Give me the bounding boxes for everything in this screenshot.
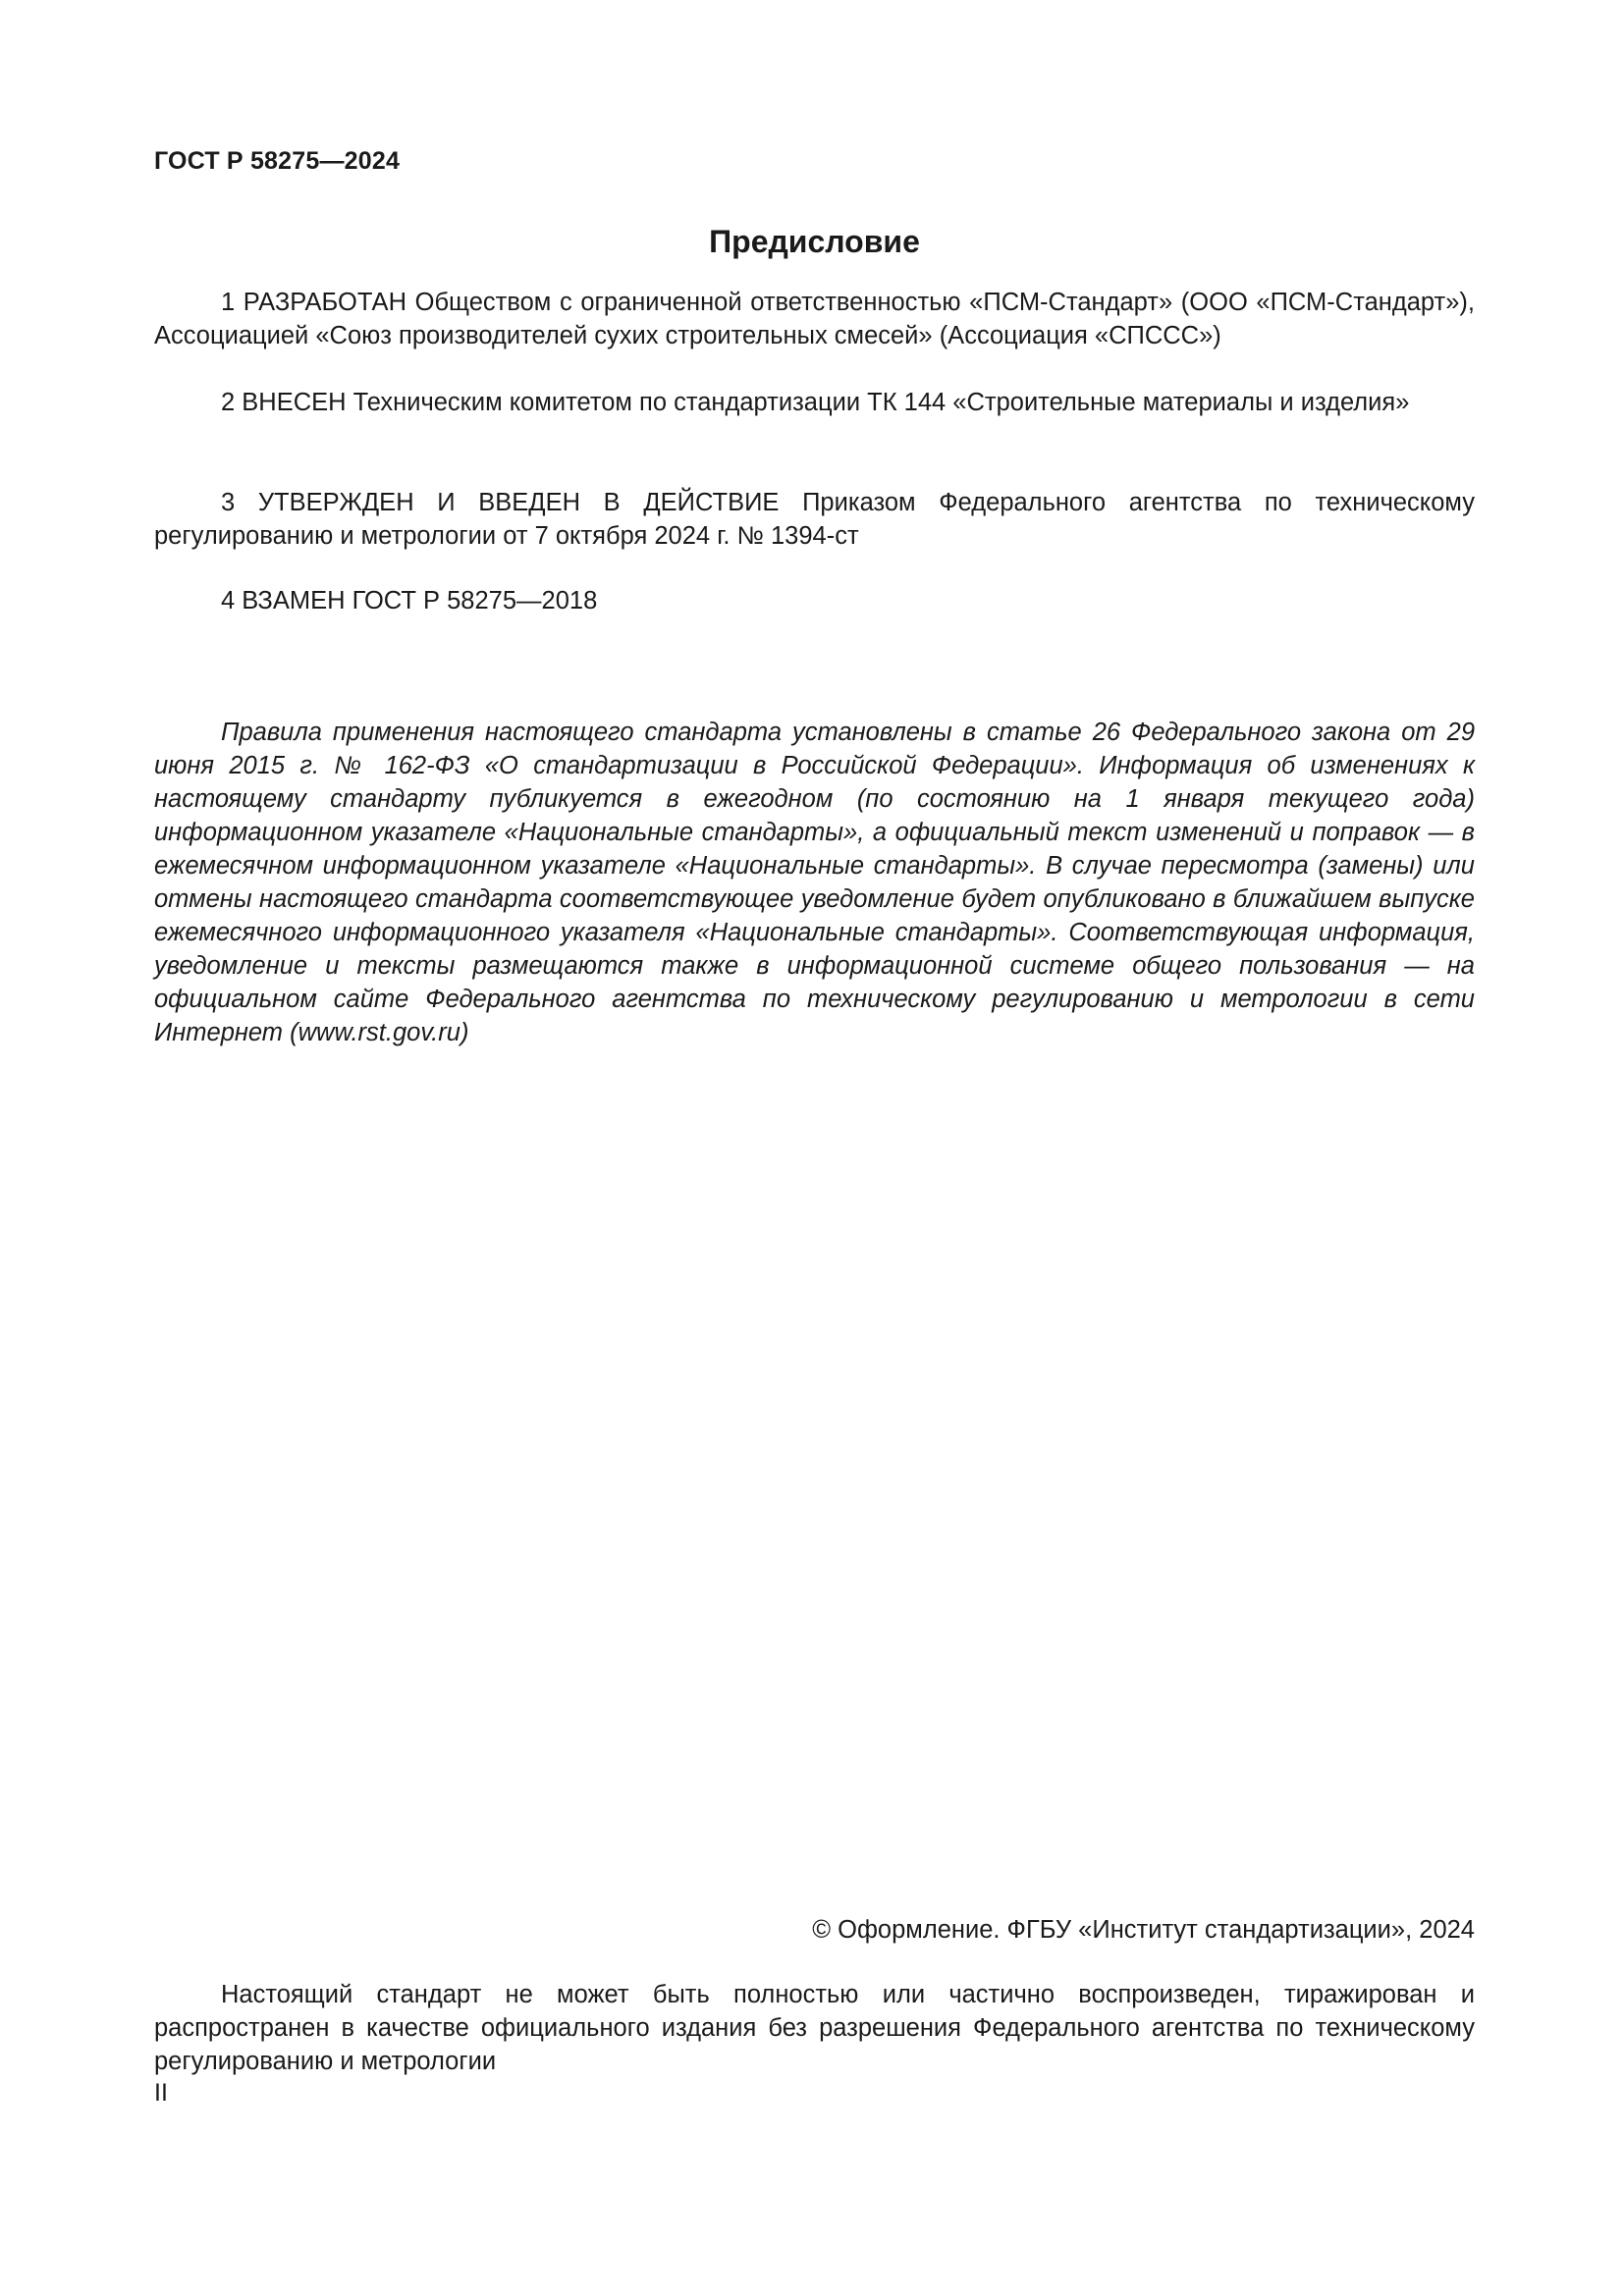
copyright-notice: © Оформление. ФГБУ «Институт стандартизации», 2024	[812, 1916, 1475, 1944]
foreword-item-2: 2 ВНЕСЕН Техническим комитетом по стандартизации ТК 144 «Строительные материалы и изделия»	[221, 389, 1410, 416]
foreword-item-3: 3 УТВЕРЖДЕН И ВВЕДЕН В ДЕЙСТВИЕ Приказом Федерального агентства по техническому регулированию и метрологии от 7 октября 2024 г. № 1394-ст	[154, 489, 1475, 550]
document-code: ГОСТ Р 58275—2024	[154, 147, 401, 175]
page-title: Предисловие	[709, 224, 920, 259]
application-rules-notice: Правила применения настоящего стандарта установлены в статье 26 Федерального закона от 29 июня 2015 г. № 162-ФЗ «О стандартизации в Российской Федерации». Информация об изменениях к настоящему стандарту публикуется в ежегодном (по состоянию на 1 января текущего года) информационном указателе «Национальные стандарты», а официальный текст изменений и поправок — в ежемесячном информационном указателе «Национальные стандарты». В случае пересмотра (замены) или отмены настоящего стандарта соответствующее уведомление будет опубликовано в ближайшем выпуске ежемесячного информационного указателя «Национальные стандарты». Соответствующая информация, уведомление и тексты размещаются также в информационной системе общего пользования — на официальном сайте Федерального агентства по техническому регулированию и метрологии в сети Интернет (www.rst.gov.ru)	[154, 719, 1475, 1046]
foreword-item-1: 1 РАЗРАБОТАН Обществом с ограниченной ответственностью «ПСМ-Стандарт» (ООО «ПСМ-Стандарт»), Ассоциацией «Союз производителей сухих строительных смесей» (Ассоциация «СПССС»)	[154, 289, 1475, 349]
page-number: II	[154, 2079, 168, 2107]
reproduction-rights-notice: Настоящий стандарт не может быть полностью или частично воспроизведен, тиражирован и распространен в качестве официального издания без разрешения Федерального агентства по техническому регулированию и метрологии	[154, 1981, 1475, 2075]
foreword-item-4: 4 ВЗАМЕН ГОСТ Р 58275—2018	[221, 587, 598, 614]
